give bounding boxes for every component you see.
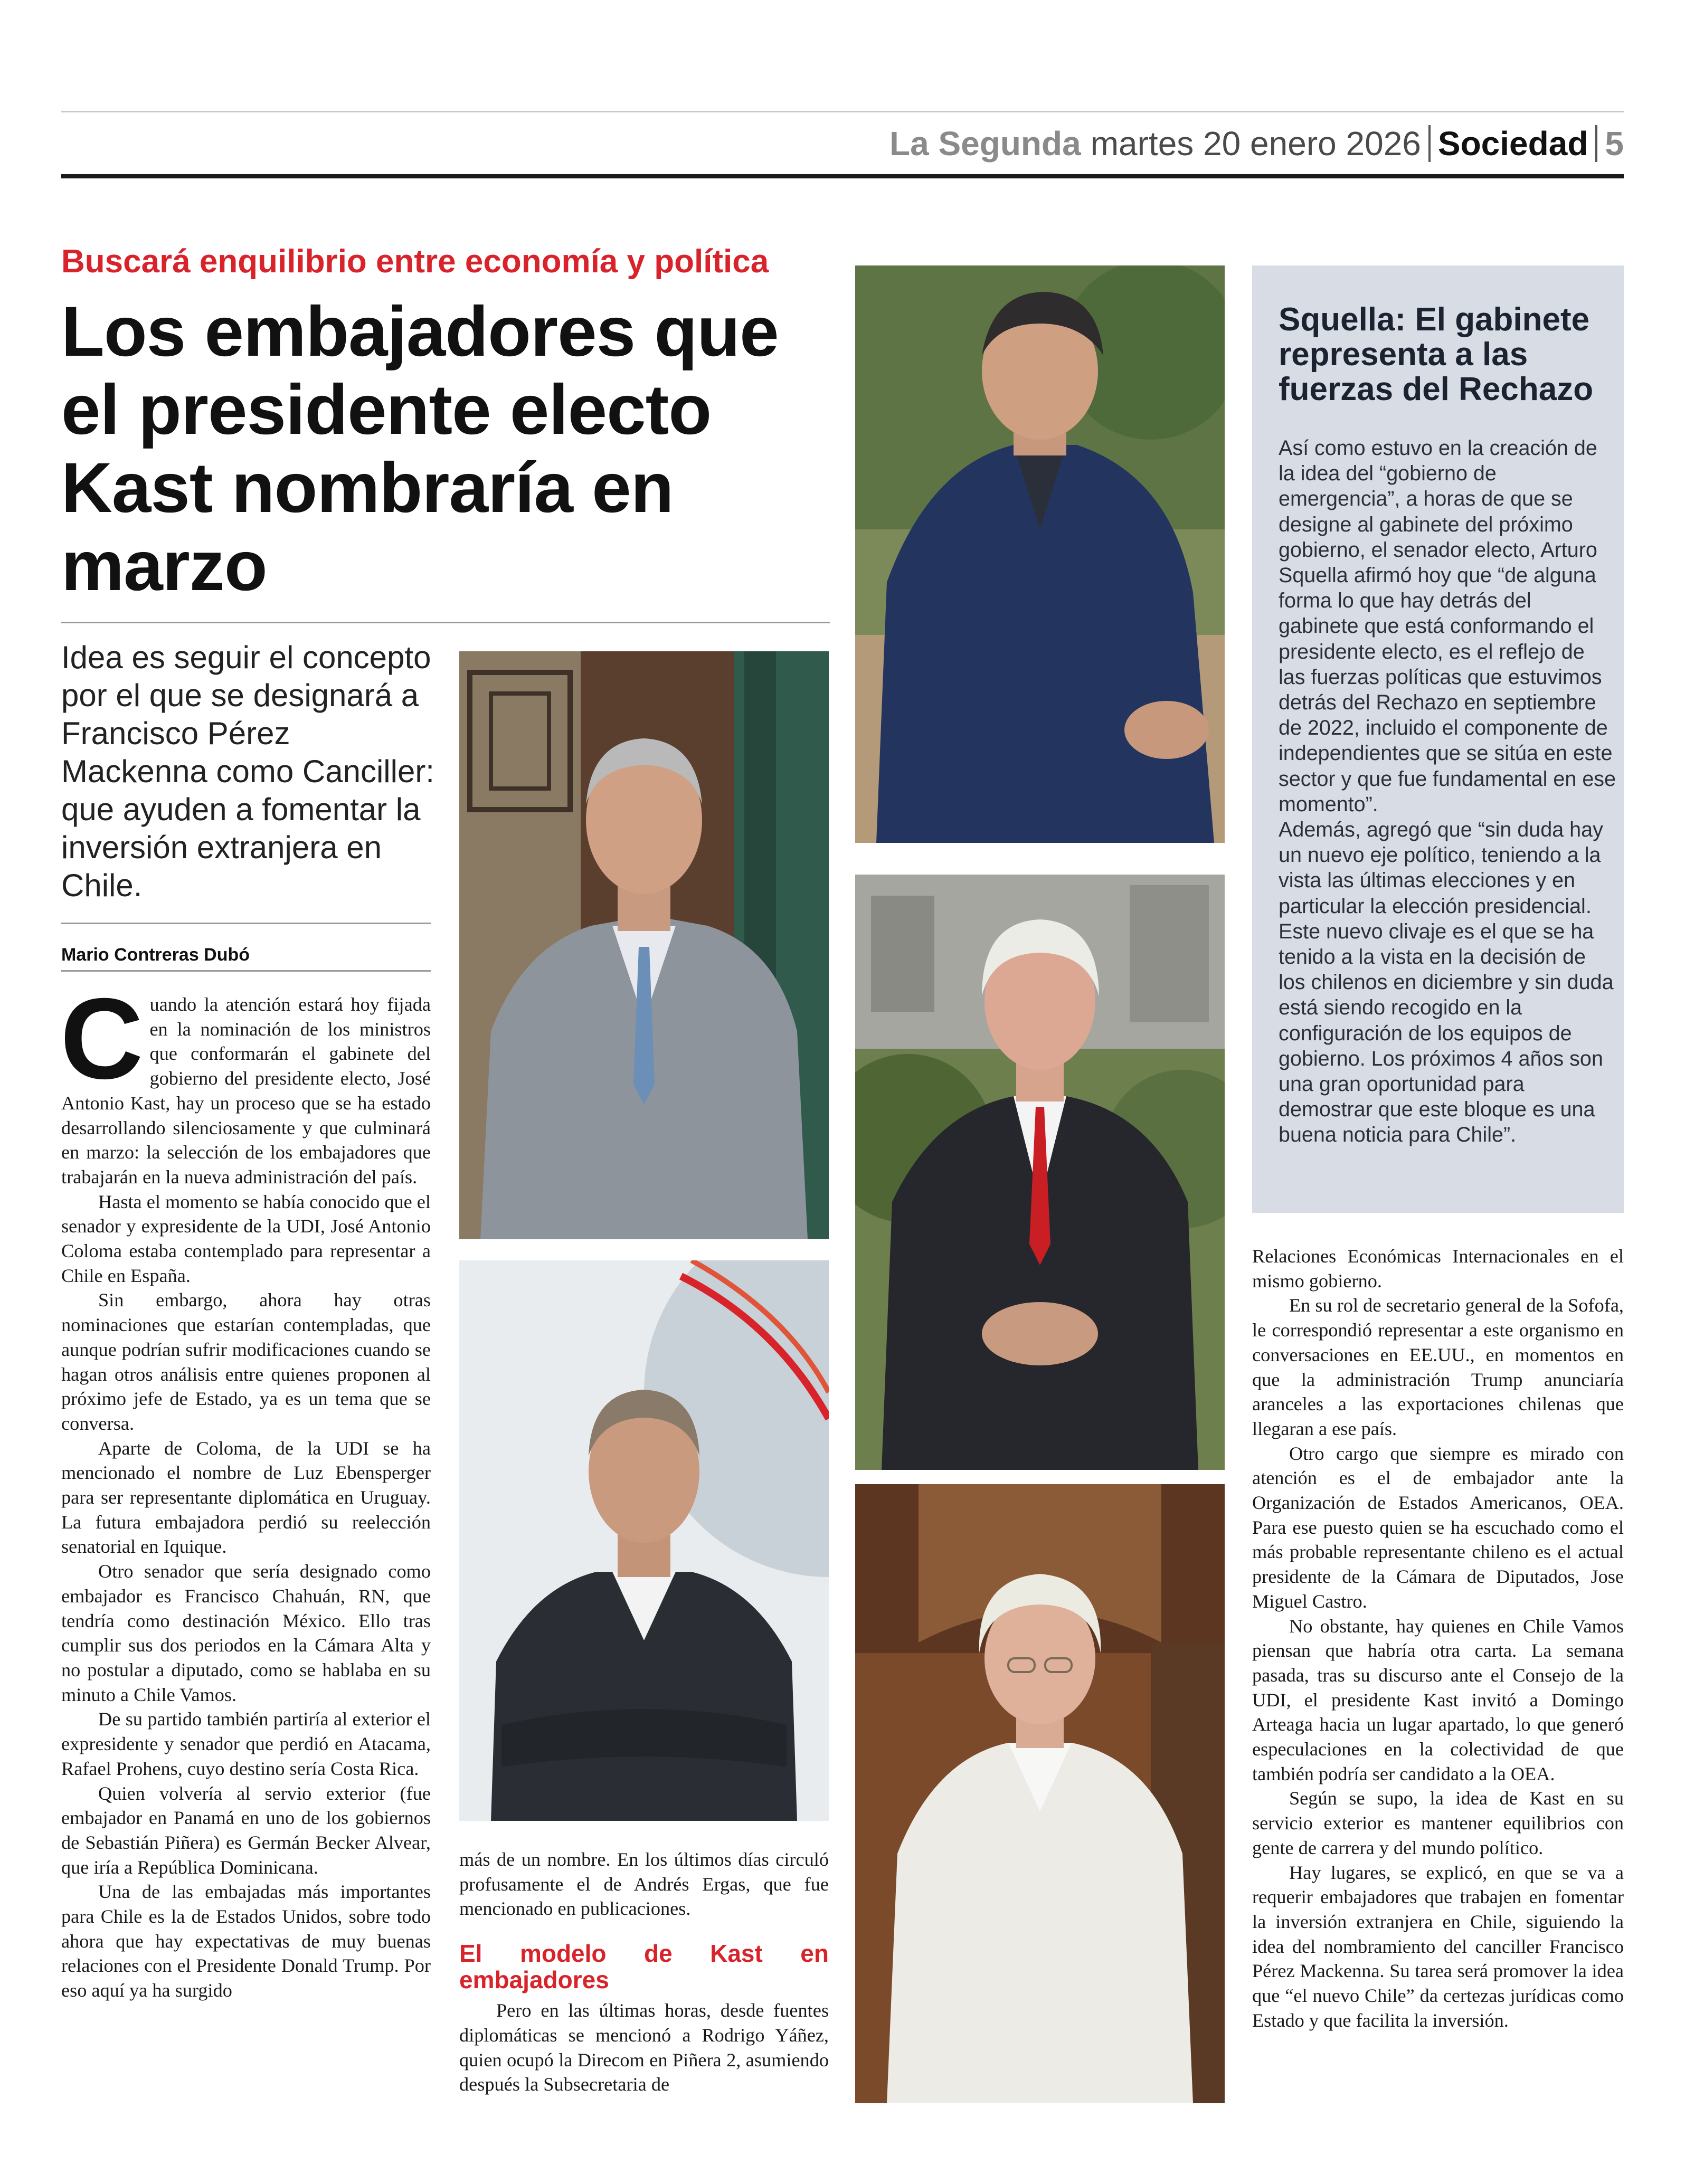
body-column-1 bbox=[60, 975, 431, 2003]
header-divider bbox=[1595, 125, 1597, 162]
issue-date: martes 20 enero 2026 bbox=[1090, 125, 1421, 163]
sidebar-title: Squella: El gabinete representa a las fuerzas del Rechazo bbox=[1279, 301, 1594, 407]
body-paragraph: Aparte de Coloma, de la UDI se ha mencionado el nombre de Luz Ebensperger para ser representante diplomática en Uruguay. La futura embajadora perdió su reelección senatorial en Iquique. bbox=[61, 1437, 431, 1558]
article-subhead: El modelo de Kast en embajadores bbox=[459, 1940, 829, 1994]
deck-rule bbox=[61, 923, 431, 924]
body-paragraph: Otro senador que sería designado como embajador es Francisco Chahuán, RN, que tendría como destinación México. Ello tras cumplir sus dos periodos en la Cámara Alta y no postular a diputado, como se hablaba en su minuto a Chile Vamos. bbox=[61, 1561, 431, 1705]
body-paragraph: Cuando la atención estará hoy fijada en la nominación de los ministros que conformarán el gabinete del gobierno del presidente electo, José Antonio Kast, hay un proceso que se ha estado desarrollando silenciosamente y que culminará en marzo: la selección de los embajadores que trabajarán en la nueva administración del país. bbox=[60, 975, 431, 1188]
body-paragraph: No obstante, hay quienes en Chile Vamos piensan que habría otra carta. La semana pasada, tras su discurso ante el Consejo de la UDI, el presidente Kast invitó a Domingo Arteaga hacia un lugar apartado, lo que generó especulaciones en la colectividad de que también podría ser candidato a la OEA. bbox=[1252, 1615, 1624, 1784]
body-paragraph: Sin embargo, ahora hay otras nominaciones que estarían contempladas, que aunque podrían sufrir modificaciones cuando se hagan otros análisis entre quienes proponen al próximo jefe de Estado, ya es un tema que se conversa. bbox=[61, 1289, 431, 1434]
body-paragraph: Relaciones Económicas Internacionales en el mismo gobierno. bbox=[1252, 1246, 1624, 1292]
body-paragraph: Otro cargo que siempre es mirado con atención es el de embajador ante la Organización de Estados Americanos, OEA. Para ese puesto quien se ha escuchado como el más probable representante chileno es el actual presidente de la Cámara de Diputados, Jose Miguel Castro. bbox=[1252, 1442, 1624, 1612]
section-name: Sociedad bbox=[1437, 125, 1588, 163]
body-paragraph: Hay lugares, se explicó, en que se va a requerir embajadores que trabajen en fomentar la inversión extranjera en Chile, siguiendo la idea del nombramiento del canciller Francisco Pérez Mackenna. Su tarea será promover la idea que “el nuevo Chile” da certezas jurídicas como Estado y que facilita la inversión. bbox=[1252, 1862, 1624, 2031]
header-divider bbox=[1428, 125, 1431, 162]
article-headline: Los embajadores que el presidente electo Kast nombraría en marzo bbox=[61, 292, 779, 605]
body-paragraph: En su rol de secretario general de la Sofofa, le correspondió representar a este organismo en conversaciones en EE.UU., en momentos en que la administración Trump anunciaría aranceles a las exportaciones chilenas que llegaran a ese país. bbox=[1252, 1295, 1624, 1439]
article-deck: Idea es seguir el concepto por el que se designará a Francisco Pérez Mackenna como Canciller: que ayuden a fomentar la inversión extranjera en Chile. bbox=[61, 640, 434, 903]
body-column-3 bbox=[1252, 1244, 1624, 2033]
body-paragraph: Según se supo, la idea de Kast en su servicio exterior es mantener equilibrios con gente de carrera y del mundo político. bbox=[1252, 1788, 1624, 1858]
newspaper-name: La Segunda bbox=[889, 125, 1081, 163]
sidebar-body bbox=[1279, 435, 1616, 1148]
body-paragraph: Pero en las últimas horas, desde fuentes diplomáticas se mencionó a Rodrigo Yáñez, quien ocupó la Direcom en Piñera 2, asumiendo después la Subsecretaria de bbox=[459, 2000, 829, 2095]
drop-cap: C bbox=[60, 975, 144, 1103]
photo-woman-white-jacket bbox=[855, 1484, 1225, 2103]
photo-man-grey-suit bbox=[459, 651, 829, 1239]
byline-rule bbox=[61, 970, 431, 972]
sidebar-paragraph: Además, agregó que “sin duda hay un nuevo eje político, teniendo a la vista las últimas elecciones y en particular la elección presidencial. Este nuevo clivaje es el que se ha tenido a la vista en la decisión de los chilenos en diciembre y sin duda está siendo recogido en la configuración de los equipos de gobierno. Los próximos 4 años son una gran oportunidad para demostrar que este bloque es una buena noticia para Chile”. bbox=[1279, 818, 1614, 1147]
page-header bbox=[61, 117, 1624, 170]
top-rule bbox=[61, 111, 1624, 112]
photo-man-red-tie bbox=[855, 875, 1225, 1470]
body-paragraph: De su partido también partiría al exterior el expresidente y senador que perdió en Atacama, Rafael Prohens, cuyo destino sería Costa Rica. bbox=[61, 1708, 431, 1779]
body-paragraph: Una de las embajadas más importantes para Chile es la de Estados Unidos, sobre todo ahora que hay expectativas de muy buenas relaciones con el Presidente Donald Trump. Por eso aquí ya ha surgido bbox=[61, 1881, 431, 2001]
page-number: 5 bbox=[1605, 125, 1624, 163]
headline-rule bbox=[61, 622, 830, 623]
sidebar-paragraph: Así como estuvo en la creación de la idea del “gobierno de emergencia”, a horas de que se designe al gabinete del próximo gobierno, el senador electo, Arturo Squella afirmó hoy que “de alguna forma lo que hay detrás del gabinete que está conformando el presidente electo, es el reflejo de las fuerzas políticas que estuvimos detrás del Rechazo en septiembre de 2022, incluido el componente de independientes que se sitúa en este sector y que fue fundamental en ese momento”. bbox=[1279, 436, 1616, 816]
header-rule bbox=[61, 174, 1624, 178]
body-paragraph: Hasta el momento se había conocido que el senador y expresidente de la UDI, José Antonio Coloma estaba contemplado para representar a Chile en España. bbox=[61, 1191, 431, 1286]
article-byline: Mario Contreras Dubó bbox=[61, 945, 250, 965]
body-column-2 bbox=[459, 1847, 829, 2097]
header-info bbox=[889, 117, 1624, 170]
article-kicker: Buscará enquilibrio entre economía y política bbox=[61, 243, 769, 280]
photo-man-dark-jacket bbox=[459, 1260, 829, 1821]
body-paragraph: más de un nombre. En los últimos días circuló profusamente el de Andrés Ergas, que fue mencionado en publicaciones. bbox=[459, 1849, 829, 1920]
photo-man-blue-blazer bbox=[855, 265, 1225, 843]
sidebar-box bbox=[1252, 265, 1624, 1213]
body-paragraph: Quien volvería al servio exterior (fue embajador en Panamá en uno de los gobiernos de Sebastián Piñera) es Germán Becker Alvear, que iría a República Dominicana. bbox=[61, 1782, 431, 1878]
